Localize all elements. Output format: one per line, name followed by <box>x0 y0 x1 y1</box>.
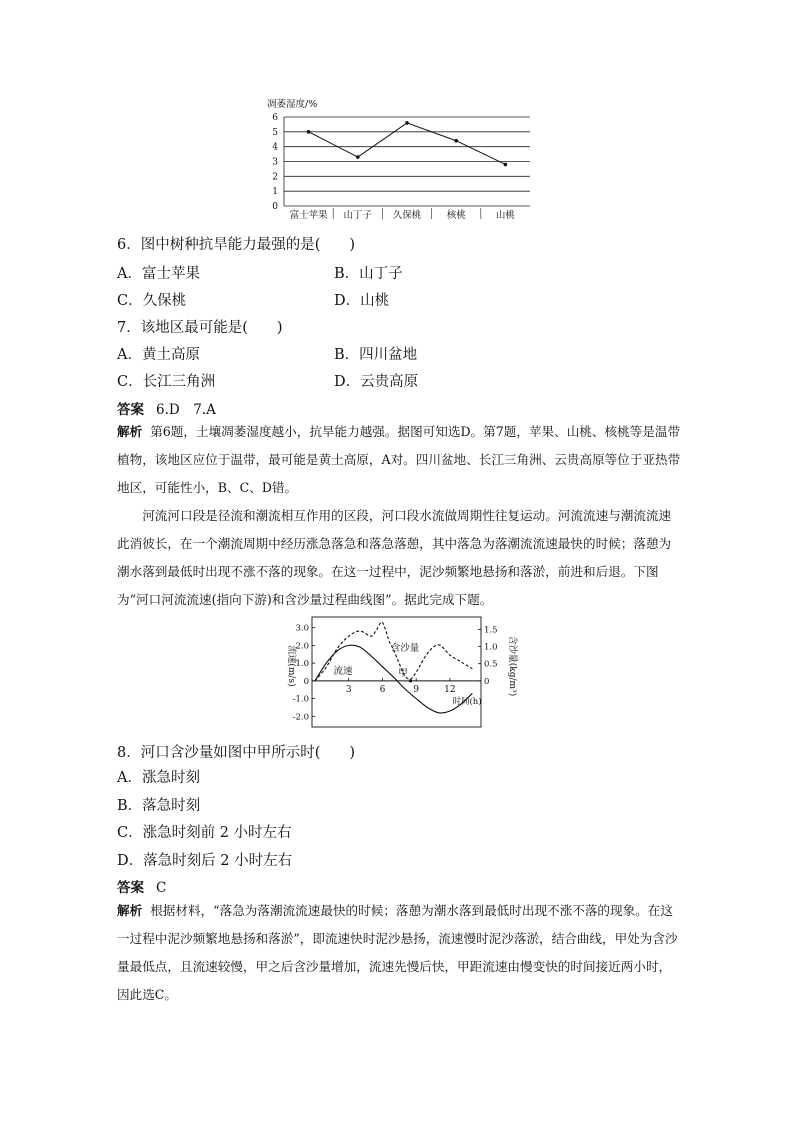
explanation-text: 根据材料，“落急为落潮流流速最快的时候；落憩为潮水落到最低时出现不涨不落的现象。在这一过程中泥沙频繁地悬扬和落淤”，即流速快时泥沙悬扬，流速慢时泥沙落淤，结合曲线，甲处为含沙量最低点，且流速较慢，甲之后含沙量增加，流速先慢后快，甲距流速由慢变快的时间接近两小时，因此选C。 <box>117 903 678 1002</box>
x-tick-label: 9 <box>413 684 420 695</box>
right-tick-label: 1.0 <box>484 642 498 653</box>
q8-option-c[interactable]: C．涨急时刻前 2 小时左右 <box>117 825 292 841</box>
data-point <box>307 130 311 134</box>
q7-option-b[interactable]: B．四川盆地 <box>334 347 418 363</box>
data-point <box>504 163 508 167</box>
y-tick-label: 1 <box>272 187 278 198</box>
left-tick-label: -1.0 <box>292 694 309 705</box>
velocity-curve <box>315 645 472 713</box>
y-tick-label: 3 <box>272 157 278 168</box>
wilting-humidity-chart <box>260 92 535 224</box>
series-label-flow: 流速 <box>333 666 353 677</box>
explanation-label: 解析 <box>117 424 143 439</box>
left-tick-label: 0 <box>303 676 309 687</box>
x-tick-label: 3 <box>345 684 352 695</box>
question-6-stem: 6．图中树种抗旱能力最强的是( ) <box>117 237 356 253</box>
x-tick-label: 富士苹果 <box>289 210 328 221</box>
left-tick-label: 1.0 <box>295 659 309 670</box>
right-tick-label: 0 <box>484 676 490 687</box>
chart2-left-ylabel: 流速(m/s) <box>286 645 296 687</box>
data-point <box>454 139 458 143</box>
data-point <box>356 155 360 159</box>
answer-6-7 <box>117 398 216 418</box>
answer-value: 6.D 7.A <box>156 402 216 418</box>
explanation-6-7 <box>117 418 683 502</box>
explanation-text: 第6题，土壤凋萎湿度越小，抗旱能力越强。据图可知选D。第7题，苹果、山桃、核桃等是温带植物，该地区应位于温带，最可能是黄土高原，A对。四川盆地、长江三角洲、云贵高原等位于亚热带地区，可能性小，B、C、D错。 <box>117 424 681 495</box>
answer-label: 答案 <box>117 880 144 896</box>
x-tick-label: 12 <box>444 684 456 695</box>
x-tick-label: 山丁子 <box>343 210 373 221</box>
q7-option-d[interactable]: D．云贵高原 <box>334 374 419 390</box>
explanation-label: 解析 <box>117 903 143 918</box>
x-tick-label: 久保桃 <box>392 210 422 221</box>
q6-option-b[interactable]: B．山丁子 <box>334 266 403 282</box>
chart1-ylabel: 凋萎湿度/% <box>267 99 318 110</box>
explanation-8 <box>117 897 683 1009</box>
y-tick-label: 6 <box>272 113 278 123</box>
q8-option-a[interactable]: A．涨急时刻 <box>117 770 200 786</box>
annotation-jia: 甲 <box>398 668 408 679</box>
flow-sediment-chart <box>280 614 520 730</box>
question-8-stem: 8．河口含沙量如图中甲所示时( ) <box>117 745 356 761</box>
answer-label: 答案 <box>117 402 144 418</box>
answer-8 <box>117 876 166 896</box>
x-tick-label: 6 <box>379 684 386 695</box>
q8-option-d[interactable]: D．落急时刻后 2 小时左右 <box>117 853 293 869</box>
answer-value: C <box>156 880 167 896</box>
left-tick-label: 3.0 <box>295 623 309 634</box>
reading-material: 河流河口段是径流和潮流相互作用的区段，河口段水流做周期性往复运动。河流流速与潮流流速此消彼长，在一个潮流周期中经历涨急落急和落急落憩，其中落急为落潮流流速最快的时候；落憩为潮水落到最低时出现不涨不落的现象。在这一过程中，泥沙频繁地悬扬和落淤，前进和后退。下图为“河口河流流速(指向下游)和含沙量过程曲线图”。据此完成下题。 <box>117 508 672 607</box>
y-tick-label: 2 <box>272 172 278 183</box>
series-label-sediment: 含沙量 <box>390 643 420 654</box>
left-tick-label: -2.0 <box>292 712 309 723</box>
point-jia <box>409 679 412 682</box>
left-tick-label: 2.0 <box>295 641 309 652</box>
y-tick-label: 0 <box>272 202 278 212</box>
q7-option-c[interactable]: C．长江三角洲 <box>117 374 216 390</box>
right-tick-label: 0.5 <box>484 659 498 670</box>
q6-option-a[interactable]: A．富士苹果 <box>117 266 200 282</box>
q6-option-d[interactable]: D．山桃 <box>334 293 390 309</box>
data-point <box>405 121 409 125</box>
chart2-xlabel: 时间(h) <box>452 697 482 707</box>
x-tick-label: 山桃 <box>495 210 515 221</box>
y-tick-label: 4 <box>272 142 278 153</box>
chart2-right-ylabel: 含沙量(kg/m³) <box>507 635 517 697</box>
q8-option-b[interactable]: B．落急时刻 <box>117 798 201 814</box>
q6-option-c[interactable]: C．久保桃 <box>117 293 187 309</box>
right-tick-label: 1.5 <box>484 625 498 636</box>
question-7-stem: 7．该地区最可能是( ) <box>117 320 283 336</box>
y-tick-label: 5 <box>272 127 278 138</box>
series-line <box>309 123 506 165</box>
x-tick-label: 核桃 <box>446 210 466 221</box>
q7-option-a[interactable]: A．黄土高原 <box>117 347 200 363</box>
